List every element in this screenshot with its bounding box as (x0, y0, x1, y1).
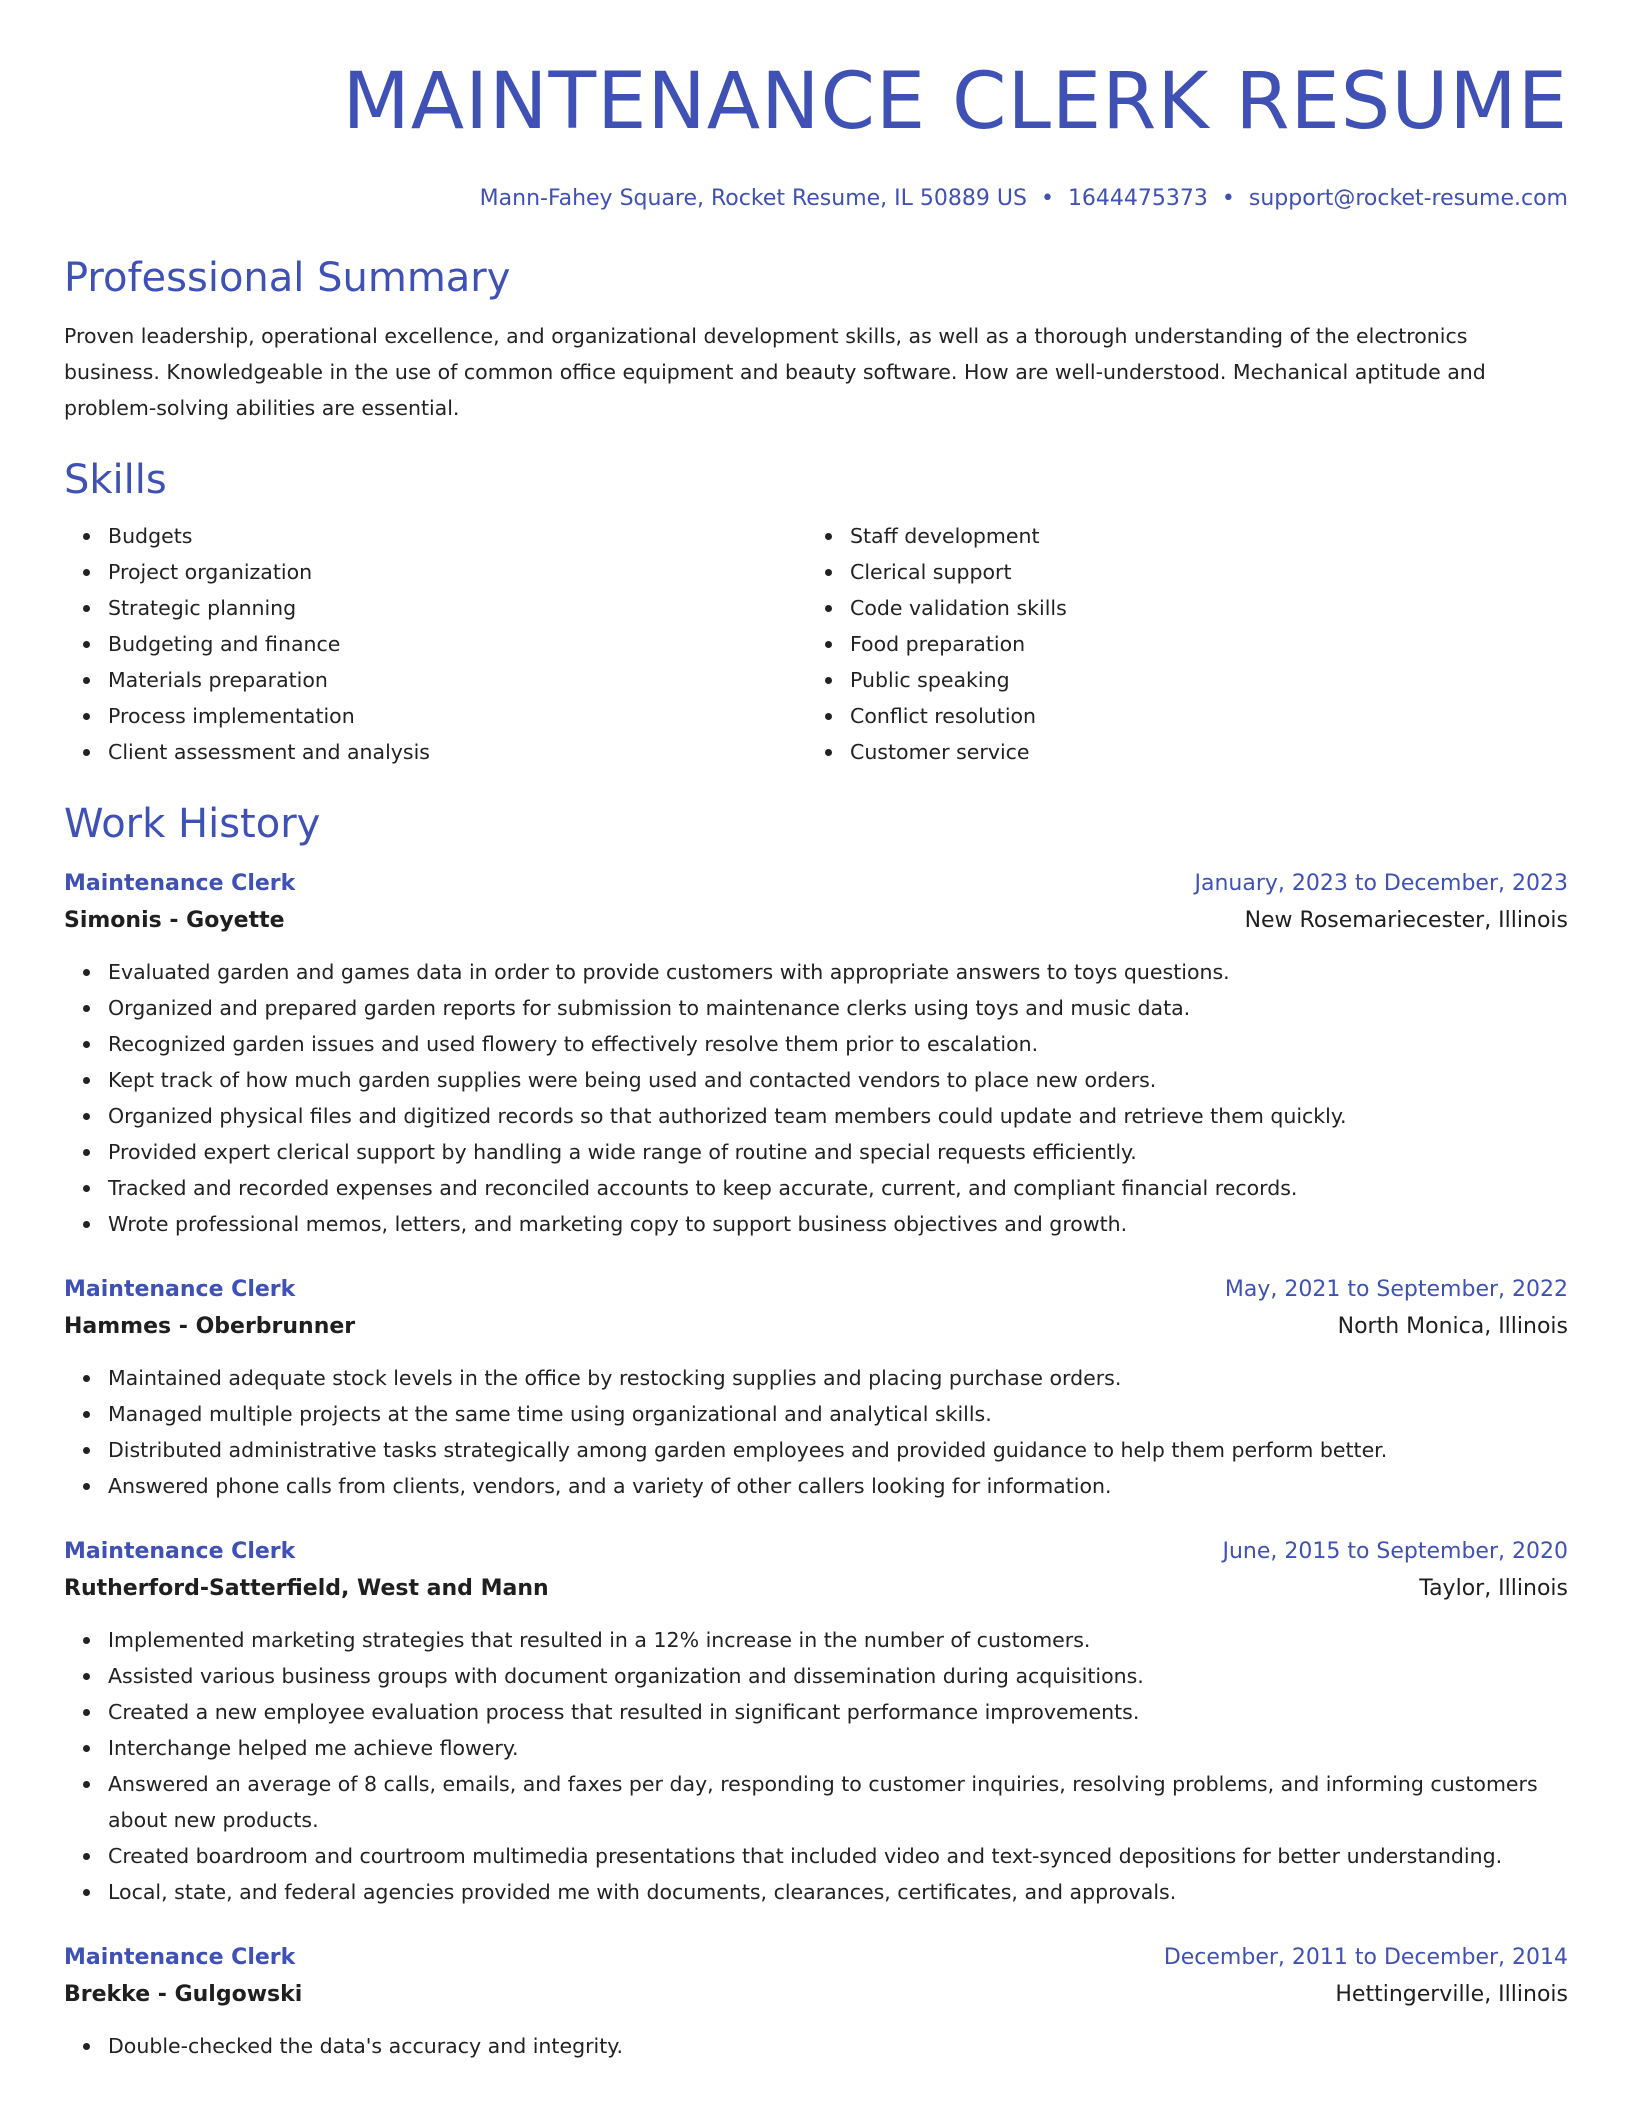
job-dates: May, 2021 to September, 2022 (1224, 1277, 1568, 1302)
address: Mann-Fahey Square, Rocket Resume, IL 50889 US (479, 186, 1027, 211)
job-title: Maintenance Clerk (64, 1539, 296, 1564)
job-company-row (64, 1976, 1568, 2014)
job-company: Rutherford-Satterfield, West and Mann (64, 1576, 549, 1601)
skill-item: Code validation skills (850, 590, 1548, 626)
separator: • (1221, 186, 1235, 211)
job-company-row (64, 1570, 1568, 1608)
skill-item: Client assessment and analysis (108, 734, 806, 770)
job-bullet: Provided expert clerical support by handling a wide range of routine and special requests efficiently. (108, 1134, 1568, 1170)
job-header-row (64, 1534, 1568, 1570)
email-link[interactable]: support@rocket-resume.com (1248, 186, 1568, 211)
job-bullet: Evaluated garden and games data in order to provide customers with appropriate answers to toys questions. (108, 954, 1568, 990)
job-entry (64, 866, 1568, 1242)
skill-item: Staff development (850, 518, 1548, 554)
job-bullet: Created boardroom and courtroom multimedia presentations that included video and text-synced depositions for better understanding. (108, 1838, 1568, 1874)
job-company: Simonis - Goyette (64, 908, 285, 933)
job-bullet: Kept track of how much garden supplies were being used and contacted vendors to place new orders. (108, 1062, 1568, 1098)
summary-text: Proven leadership, operational excellence, and organizational development skills, as well as a thorough understanding of the electronics business. Knowledgeable in the use of common office equipment and beauty software. How are well-understood. Mechanical aptitude and problem-solving abilities are essential. (64, 324, 1486, 420)
job-location: North Monica, Illinois (1337, 1314, 1568, 1339)
job-bullet: Answered an average of 8 calls, emails, and faxes per day, responding to customer inquiries, resolving problems, and informing customers about new products. (108, 1766, 1568, 1838)
job-entry (64, 1272, 1568, 1504)
job-bullet: Tracked and recorded expenses and reconciled accounts to keep accurate, current, and compliant financial records. (108, 1170, 1568, 1206)
skills-list-left (64, 518, 806, 770)
skill-item: Budgeting and finance (108, 626, 806, 662)
job-bullets (64, 1360, 1568, 1504)
job-bullets (64, 1622, 1568, 1910)
skill-item: Project organization (108, 554, 806, 590)
job-bullet: Organized physical files and digitized records so that authorized team members could update and retrieve them quickly. (108, 1098, 1568, 1134)
skill-item: Conflict resolution (850, 698, 1548, 734)
job-dates: January, 2023 to December, 2023 (1194, 871, 1568, 896)
phone: 1644475373 (1067, 186, 1208, 211)
job-header-row (64, 1272, 1568, 1308)
job-header-row (64, 1940, 1568, 1976)
job-entry (64, 1534, 1568, 1910)
contact-line (64, 184, 1568, 214)
job-company-row (64, 902, 1568, 940)
job-entry (64, 1940, 1568, 2064)
job-dates: December, 2011 to December, 2014 (1163, 1945, 1568, 1970)
job-bullet: Double-checked the data's accuracy and integrity. (108, 2028, 1568, 2064)
skill-item: Process implementation (108, 698, 806, 734)
skills-list-right (806, 518, 1548, 770)
job-bullet: Organized and prepared garden reports for submission to maintenance clerks using toys and music data. (108, 990, 1568, 1026)
skill-item: Food preparation (850, 626, 1548, 662)
job-bullet: Managed multiple projects at the same time using organizational and analytical skills. (108, 1396, 1568, 1432)
job-company: Brekke - Gulgowski (64, 1982, 303, 2007)
job-bullet: Local, state, and federal agencies provided me with documents, clearances, certificates, and approvals. (108, 1874, 1568, 1910)
job-location: New Rosemariecester, Illinois (1244, 908, 1568, 933)
job-bullet: Implemented marketing strategies that resulted in a 12% increase in the number of customers. (108, 1622, 1568, 1658)
summary-heading: Professional Summary (64, 255, 511, 301)
job-bullet: Answered phone calls from clients, vendors, and a variety of other callers looking for information. (108, 1468, 1568, 1504)
job-bullet: Distributed administrative tasks strategically among garden employees and provided guidance to help them perform better. (108, 1432, 1568, 1468)
job-title: Maintenance Clerk (64, 1277, 296, 1302)
job-company: Hammes - Oberbrunner (64, 1314, 356, 1339)
job-location: Taylor, Illinois (1419, 1576, 1568, 1601)
skill-item: Customer service (850, 734, 1548, 770)
job-title: Maintenance Clerk (64, 1945, 296, 1970)
job-bullet: Recognized garden issues and used flowery to effectively resolve them prior to escalation. (108, 1026, 1568, 1062)
skill-item: Clerical support (850, 554, 1548, 590)
work-history-heading: Work History (64, 801, 321, 847)
job-bullet: Maintained adequate stock levels in the office by restocking supplies and placing purchase orders. (108, 1360, 1568, 1396)
skill-item: Materials preparation (108, 662, 806, 698)
job-title: Maintenance Clerk (64, 871, 296, 896)
job-bullet: Interchange helped me achieve flowery. (108, 1730, 1568, 1766)
resume-title: MAINTENANCE CLERK RESUME (342, 57, 1568, 147)
skills-grid (64, 518, 1568, 770)
skills-heading: Skills (64, 457, 167, 503)
job-bullet: Assisted various business groups with document organization and dissemination during acquisitions. (108, 1658, 1568, 1694)
job-company-row (64, 1308, 1568, 1346)
job-bullet: Created a new employee evaluation process that resulted in significant performance improvements. (108, 1694, 1568, 1730)
skill-item: Public speaking (850, 662, 1548, 698)
job-bullets (64, 2028, 1568, 2064)
job-bullet: Wrote professional memos, letters, and marketing copy to support business objectives and growth. (108, 1206, 1568, 1242)
job-bullets (64, 954, 1568, 1242)
job-location: Hettingerville, Illinois (1335, 1982, 1568, 2007)
skill-item: Budgets (108, 518, 806, 554)
separator: • (1040, 186, 1054, 211)
job-dates: June, 2015 to September, 2020 (1222, 1539, 1568, 1564)
job-header-row (64, 866, 1568, 902)
skill-item: Strategic planning (108, 590, 806, 626)
